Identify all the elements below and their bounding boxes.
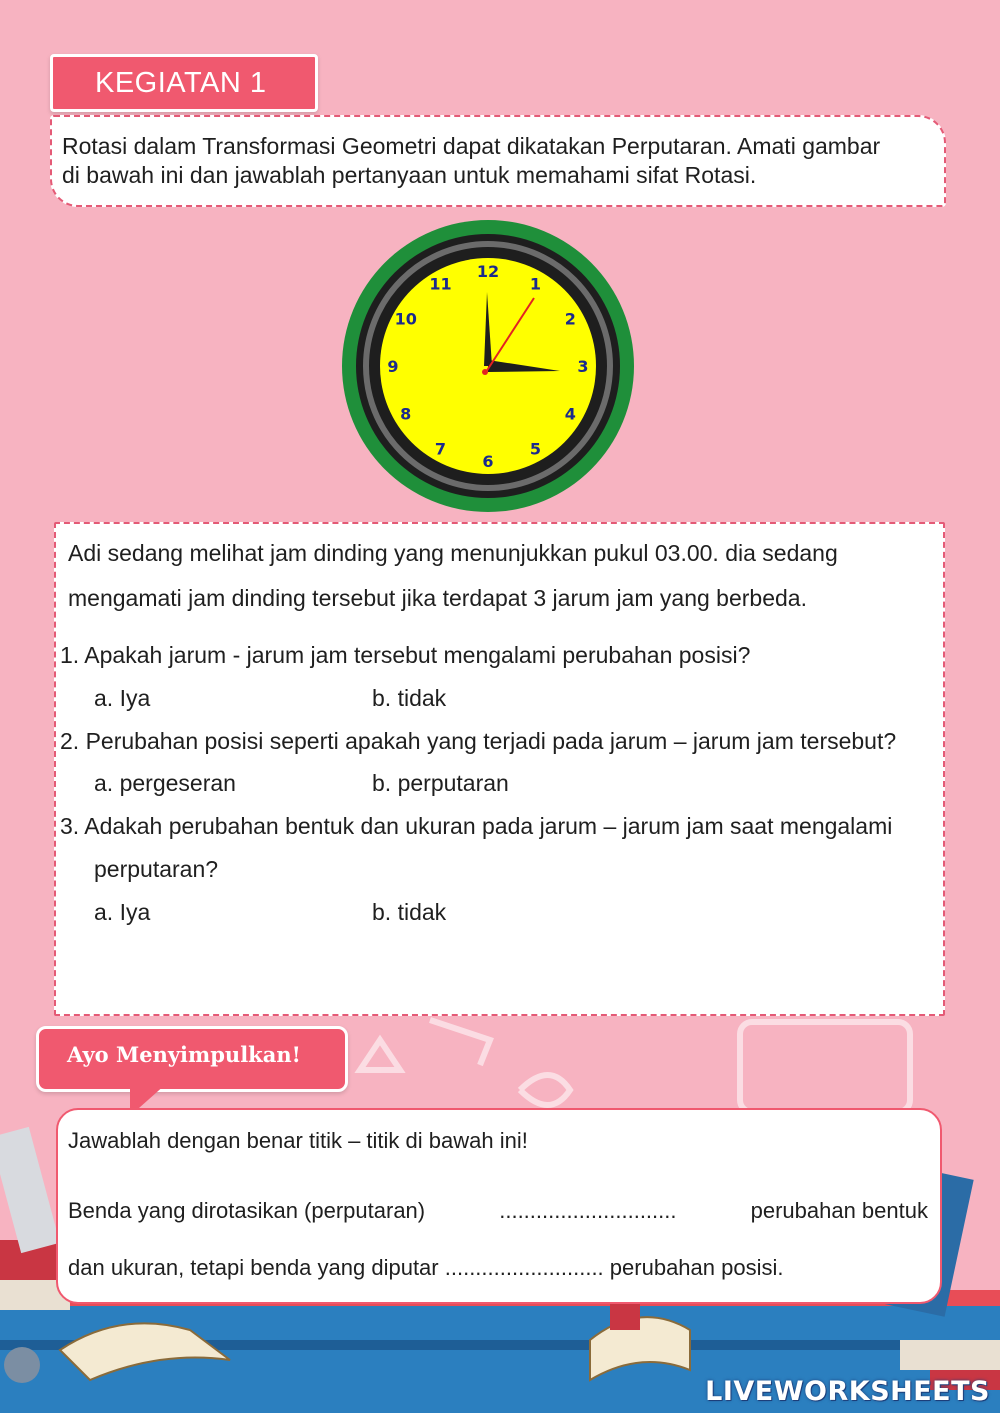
clock-numeral-10: 10: [394, 309, 417, 329]
clock-numeral-2: 2: [564, 309, 576, 329]
question-2-option-a[interactable]: a. pergeseran: [94, 770, 236, 796]
clock-numeral-1: 1: [529, 274, 542, 294]
question-3: 3. Adakah perubahan bentuk dan ukuran pada jarum – jarum jam saat mengalami: [60, 813, 893, 839]
liveworksheets-logo[interactable]: LIVEWORKSHEETS: [705, 1376, 990, 1407]
clock-numeral-6: 6: [482, 452, 494, 471]
blank-1-input[interactable]: .............................: [499, 1198, 677, 1223]
question-3-option-b[interactable]: b. tidak: [372, 899, 447, 925]
question-2-option-b[interactable]: b. perputaran: [372, 770, 509, 796]
intro-text: [62, 132, 932, 190]
conclusion-line-2: [68, 1255, 783, 1281]
clock-numeral-3: 3: [577, 357, 589, 376]
clock-numeral-9: 9: [387, 357, 399, 376]
clock-center-pin: [482, 369, 488, 375]
conclusion-line-1: [68, 1198, 928, 1224]
conclusion-line-1-start: Benda yang dirotasikan (perputaran): [68, 1198, 426, 1223]
clock-numeral-5: 5: [529, 439, 542, 459]
activity-title-tag: [50, 54, 318, 112]
conclusion-line-2-end: perubahan posisi.: [609, 1255, 784, 1280]
story-line-2: mengamati jam dinding tersebut jika terdapat 3 jarum jam yang berbeda.: [68, 585, 807, 611]
conclusion-line-1-end: perubahan bentuk: [750, 1198, 928, 1223]
clock-numeral-11: 11: [429, 274, 452, 294]
conclusion-label-text: Ayo Menyimpulkan!: [67, 1042, 301, 1067]
intro-line-2: di bawah ini dan jawablah pertanyaan untuk memahami sifat Rotasi.: [62, 162, 757, 188]
clock-numeral-7: 7: [434, 439, 447, 459]
question-1-option-b[interactable]: b. tidak: [372, 685, 447, 711]
question-box: [54, 522, 945, 1016]
story-line-1: Adi sedang melihat jam dinding yang menunjukkan pukul 03.00. dia sedang: [68, 540, 838, 566]
clock-illustration: [342, 220, 634, 512]
conclusion-box: [56, 1108, 942, 1304]
clock-numeral-8: 8: [400, 404, 412, 424]
conclusion-line-2-start: dan ukuran, tetapi benda yang diputar: [68, 1255, 439, 1280]
question-3-option-a[interactable]: a. Iya: [94, 899, 151, 925]
intro-box: [50, 115, 946, 207]
intro-line-1: Rotasi dalam Transformasi Geometri dapat dikatakan Perputaran. Amati gambar: [62, 133, 881, 159]
question-3-line-2: perputaran?: [94, 856, 219, 882]
clock-numeral-12: 12: [476, 262, 500, 281]
question-2: 2. Perubahan posisi seperti apakah yang terjadi pada jarum – jarum jam tersebut?: [60, 728, 897, 754]
question-1: 1. Apakah jarum - jarum jam tersebut mengalami perubahan posisi?: [60, 642, 751, 668]
question-1-option-a[interactable]: a. Iya: [94, 685, 151, 711]
clock-numeral-4: 4: [564, 404, 576, 424]
conclusion-label: [36, 1026, 348, 1092]
conclusion-instruction: Jawablah dengan benar titik – titik di bawah ini!: [68, 1128, 528, 1153]
blank-2-input[interactable]: ..........................: [444, 1255, 604, 1280]
activity-title: KEGIATAN 1: [95, 67, 267, 99]
